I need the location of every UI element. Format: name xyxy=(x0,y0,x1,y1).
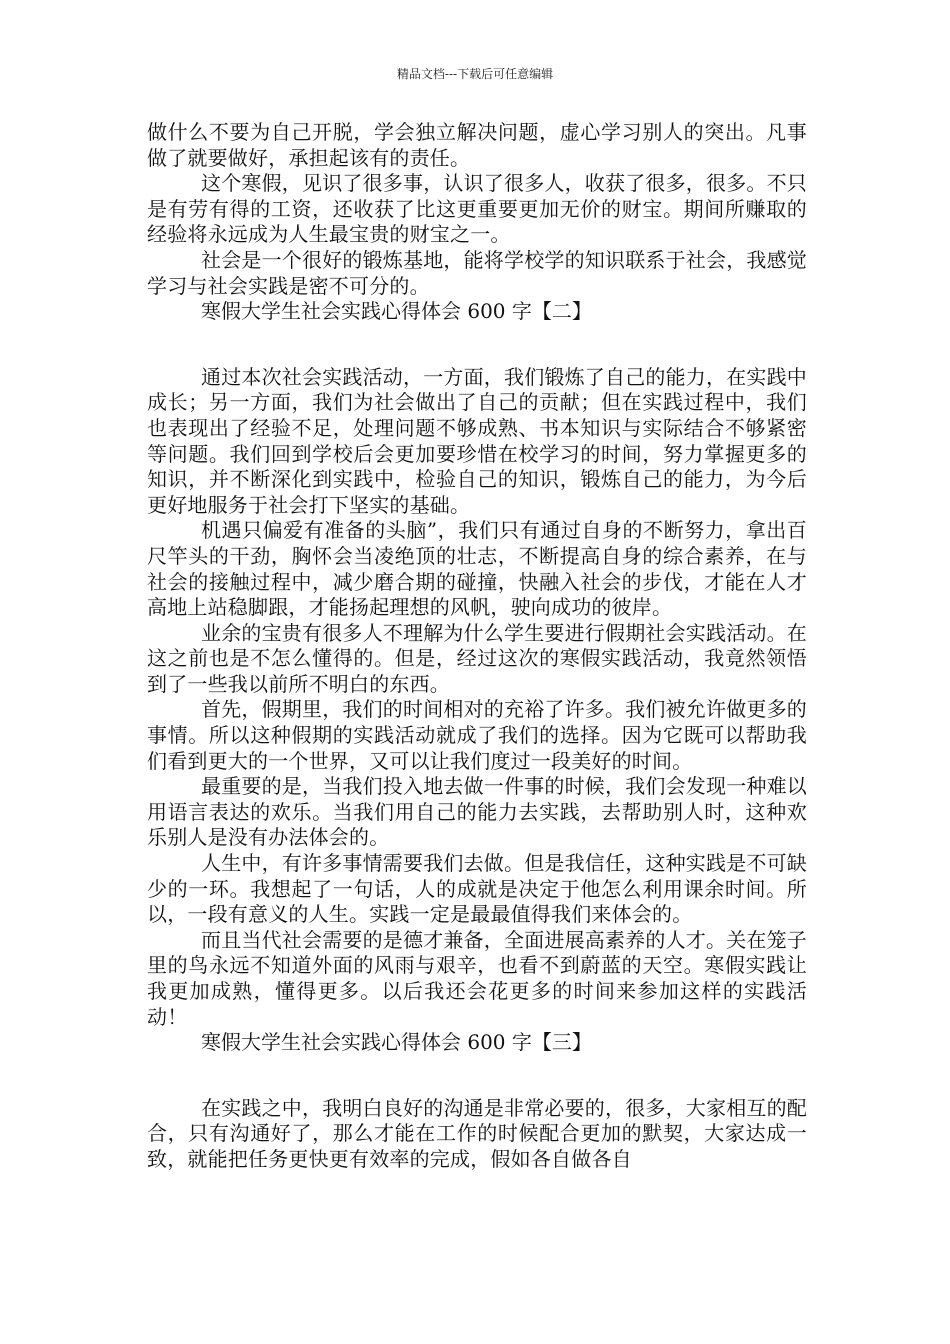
paragraph: 这个寒假，见识了很多事，认识了很多人，收获了很多，很多。不只是有劳有得的工资，还收获了比这更重要更加无价的财宝。期间所赚取的经验将永远成为人生最宝贵的财宝之一。 xyxy=(147,171,807,247)
page-header: 精品文档---下载后可任意编辑 xyxy=(396,67,554,81)
blank-line xyxy=(147,1056,807,1096)
document-body xyxy=(147,120,807,1173)
paragraph: 在实践之中，我明白良好的沟通是非常必要的，很多，大家相互的配合，只有沟通好了，那么才能在工作的时候配合更加的默契，大家达成一致，就能把任务更快更有效率的完成，假如各自做各自 xyxy=(147,1095,807,1171)
paragraph: 社会是一个很好的锻炼基地，能将学校学的知识联系于社会，我感觉学习与社会实践是密不可分的。 xyxy=(147,247,807,298)
paragraph: 业余的宝贵有很多人不理解为什么学生要进行假期社会实践活动。在这之前也是不怎么懂得的。但是，经过这次的寒假实践活动，我竟然领悟到了一些我以前所不明白的东西。 xyxy=(147,620,807,696)
paragraph: 做什么不要为自己开脱，学会独立解决问题，虚心学习别人的突出。凡事做了就要做好，承担起该有的责任。 xyxy=(147,120,807,170)
paragraph: 人生中，有许多事情需要我们去做。但是我信任，这种实践是不可缺少的一环。我想起了一句话，人的成就是决定于他怎么利用课余时间。所以，一段有意义的人生。实践一定是最最值得我们来体会的。 xyxy=(147,851,807,927)
paragraph: 最重要的是，当我们投入地去做一件事的时候，我们会发现一种难以用语言表达的欢乐。当我们用自己的能力去实践，去帮助别人时，这种欢乐别人是没有办法体会的。 xyxy=(147,774,807,850)
paragraph: 而且当代社会需要的是德才兼备，全面进展高素养的人才。关在笼子里的鸟永远不知道外面的风雨与艰辛，也看不到蔚蓝的天空。寒假实践让我更加成熟，懂得更多。以后我还会花更多的时间来参加这样的实践活动！ xyxy=(147,927,807,1029)
section-heading-2: 寒假大学生社会实践心得体会 600 字【二】 xyxy=(201,299,592,324)
blank-line xyxy=(147,325,807,365)
paragraph: 首先，假期里，我们的时间相对的充裕了许多。我们被允许做更多的事情。所以这种假期的实践活动就成了我们的选择。因为它既可以帮助我们看到更大的一个世界，又可以让我们度过一段美好的时间。 xyxy=(147,697,807,773)
paragraph: 机遇只偏爱有准备的头脑”，我们只有通过自身的不断努力，拿出百尺竿头的干劲，胸怀会当凌绝顶的壮志，不断提高自身的综合素养，在与社会的接触过程中，减少磨合期的碰撞，快融入社会的步伐，才能在人才高地上站稳脚跟，才能扬起理想的风帆，驶向成功的彼岸。 xyxy=(147,518,807,620)
section-heading-3: 寒假大学生社会实践心得体会 600 字【三】 xyxy=(201,1030,592,1055)
paragraph: 通过本次社会实践活动，一方面，我们锻炼了自己的能力，在实践中成长；另一方面，我们为社会做出了自己的贡献；但在实践过程中，我们也表现出了经验不足，处理问题不够成熟、书本知识与实际结合不够紧密等问题。我们回到学校后会更加要珍惜在校学习的时间，努力掌握更多的知识，并不断深化到实践中，检验自己的知识，锻炼自己的能力，为今后更好地服务于社会打下坚实的基础。 xyxy=(147,364,807,517)
